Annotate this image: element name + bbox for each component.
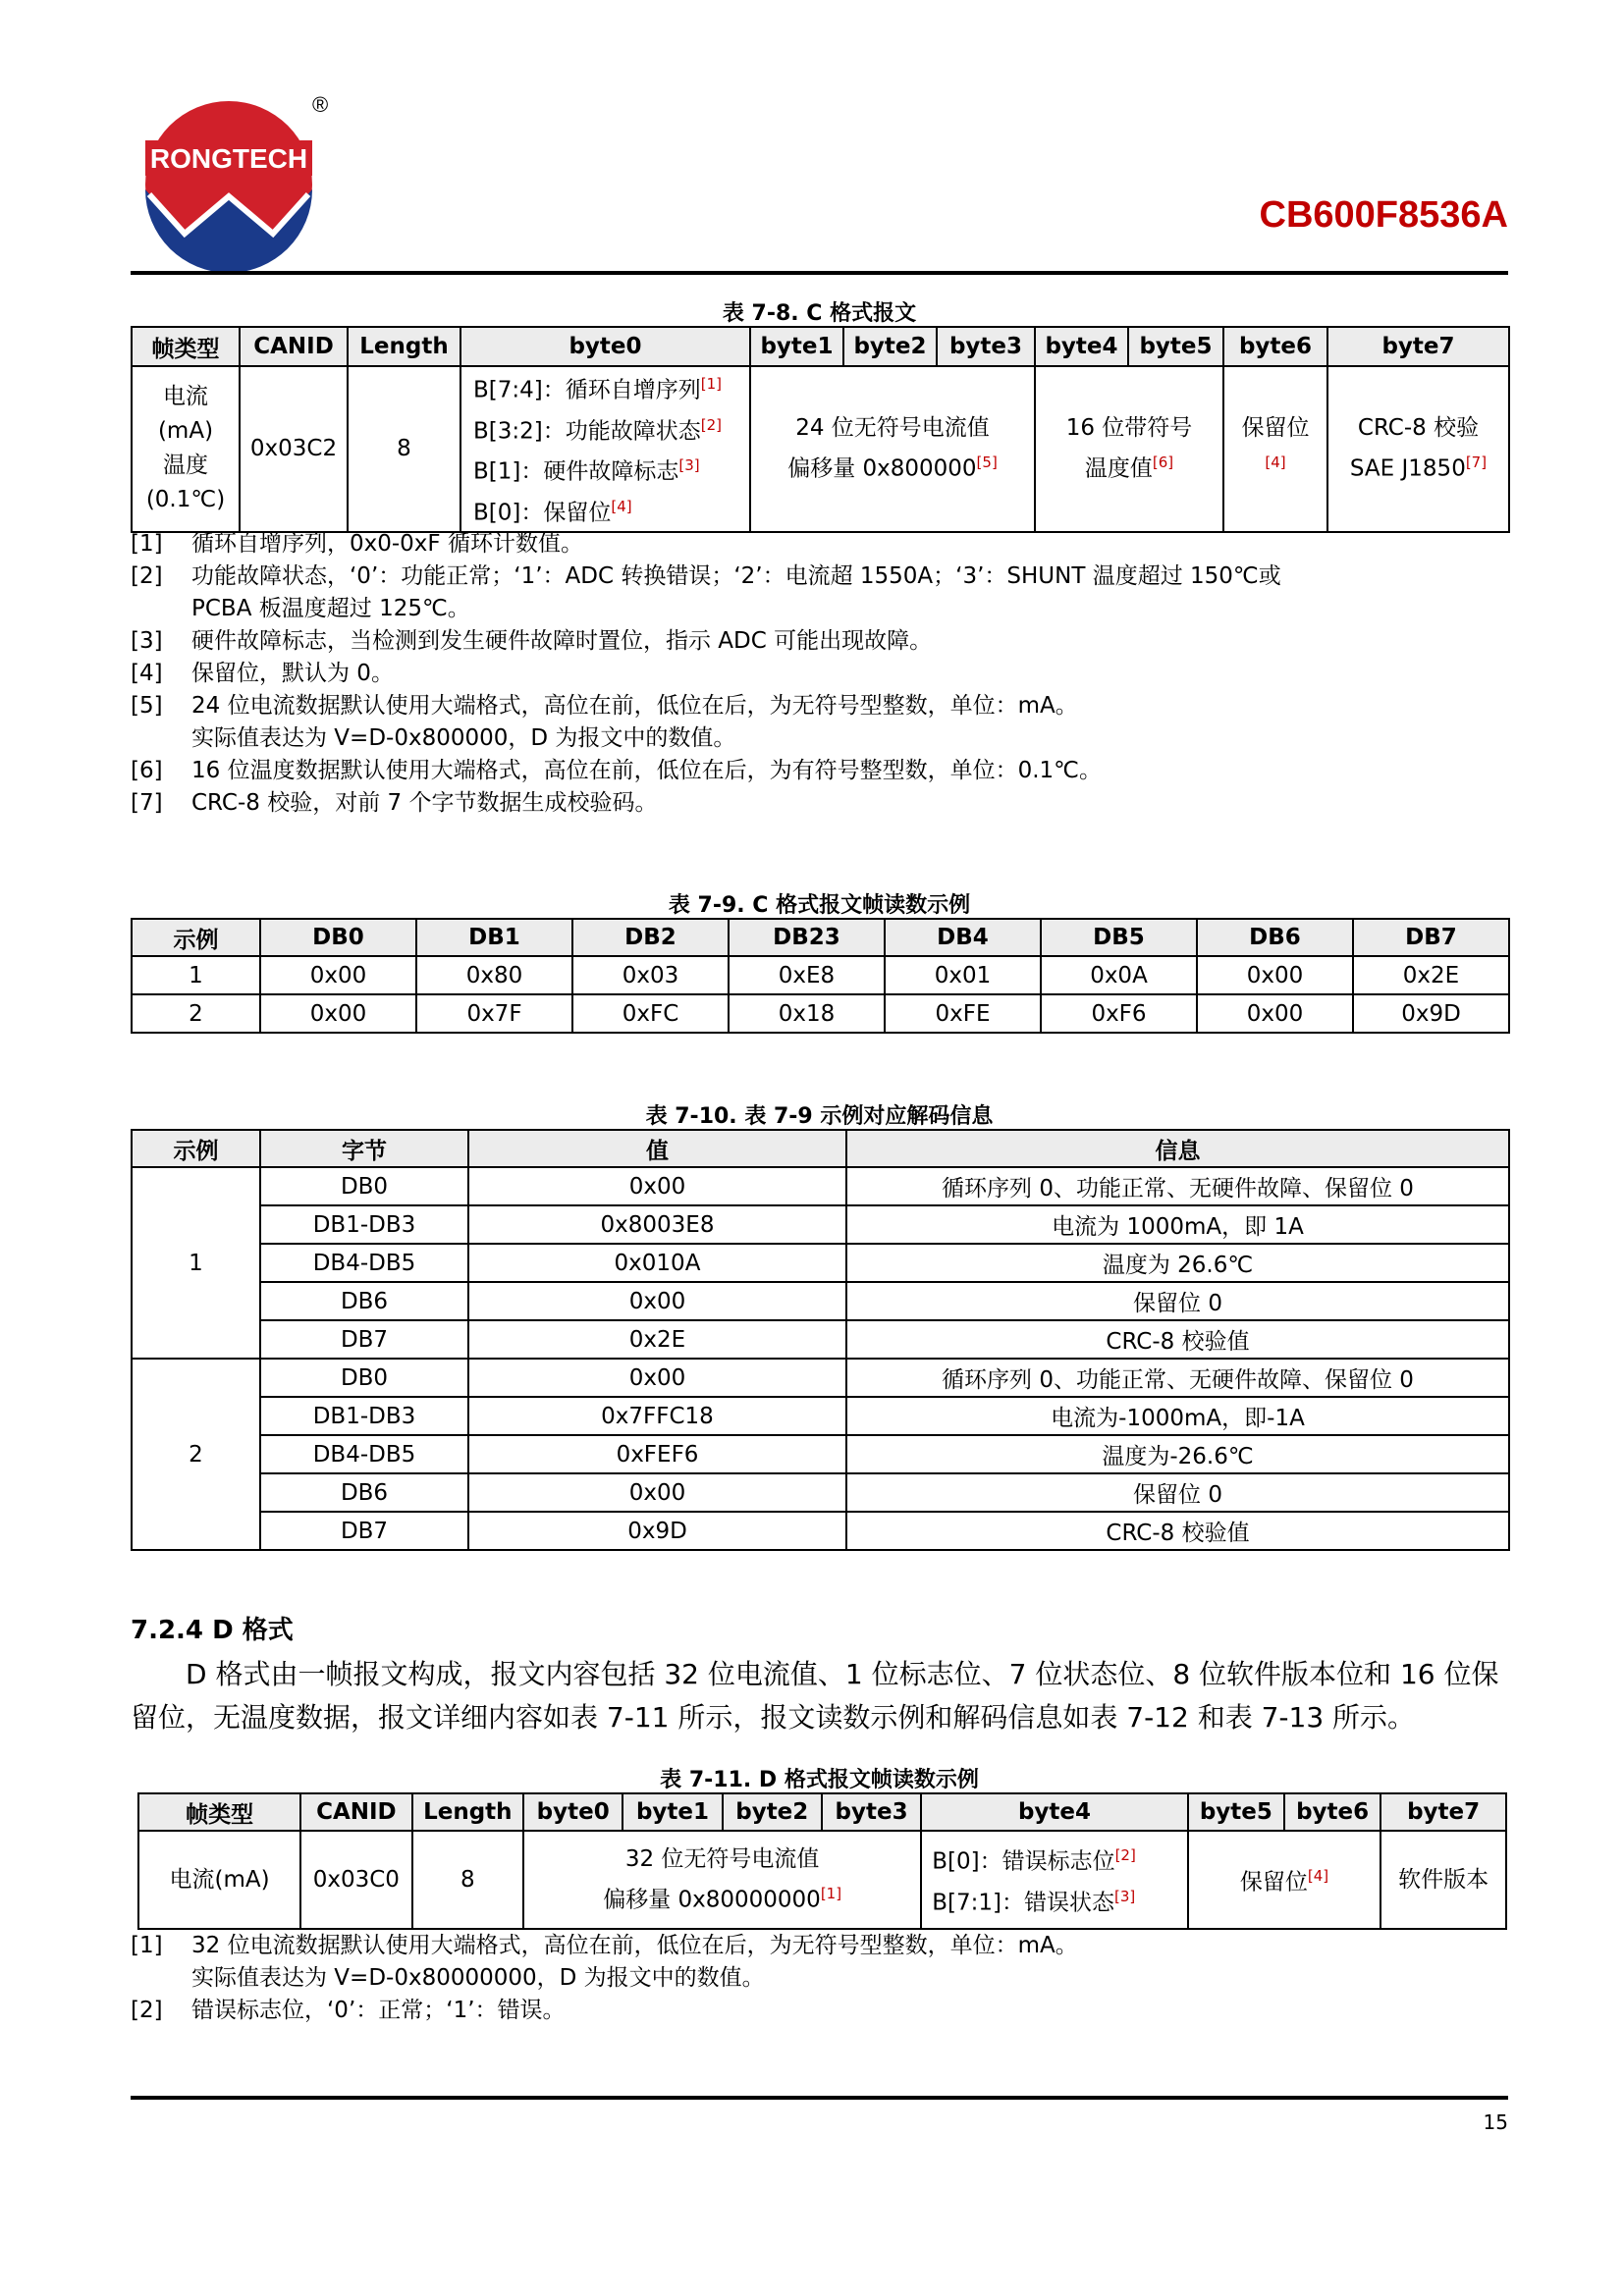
table-header-row	[138, 1793, 1506, 1831]
footnote-ref: [4]	[1307, 1867, 1329, 1886]
footnote	[131, 561, 1508, 625]
footnote	[131, 625, 1508, 658]
table-cell: 0xE8	[729, 956, 885, 994]
document-code: CB600F8536A	[1259, 194, 1508, 236]
table-cell: 电流为-1000mA，即-1A	[846, 1397, 1509, 1435]
table-cell: 0x7F	[416, 994, 572, 1033]
table-7-10-caption: 表 7-10. 表 7-9 示例对应解码信息	[645, 1104, 994, 1129]
frame-type-line: (mA)	[157, 418, 214, 445]
canid-cell: 0x03C2	[240, 366, 348, 532]
footnote-ref: [4]	[611, 497, 632, 515]
table-7-11-caption: 表 7-11. D 格式报文帧读数示例	[660, 1768, 979, 1792]
cell-line: 偏移量 0x800000	[787, 455, 977, 482]
header-cell: CANID	[240, 327, 348, 366]
header-cell: byte3	[822, 1793, 921, 1831]
byte7-cell: 软件版本	[1380, 1831, 1506, 1929]
cell-line: 32 位无符号电流值	[624, 1845, 820, 1872]
footnote-ref: [2]	[700, 415, 722, 434]
footnote-text: CRC-8 校验，对前 7 个字节数据生成校验码。	[191, 790, 658, 816]
footnote	[131, 755, 1508, 787]
table-row	[132, 1359, 1509, 1397]
footnote-number: [1]	[131, 531, 163, 557]
table-cell: 保留位 0	[846, 1473, 1509, 1512]
byte6-cell	[1223, 366, 1327, 532]
table-cell: 电流为 1000mA，即 1A	[846, 1205, 1509, 1244]
table-cell: 0x00	[260, 994, 416, 1033]
table-row	[132, 1512, 1509, 1550]
header-cell: DB2	[572, 919, 729, 956]
header-cell: DB5	[1041, 919, 1197, 956]
header-cell: CANID	[300, 1793, 411, 1831]
header-divider	[131, 271, 1508, 275]
header-cell: 示例	[132, 919, 260, 956]
footnote-continuation: 实际值表达为 V=D-0x80000000，D 为报文中的数值。	[191, 1965, 765, 1991]
table-7-8-notes	[131, 528, 1508, 820]
example-cell: 2	[132, 1359, 260, 1550]
header-cell: byte6	[1284, 1793, 1380, 1831]
footnote-text: 保留位，默认为 0。	[191, 661, 394, 686]
table-cell: 0x00	[468, 1359, 846, 1397]
table-cell: 0x010A	[468, 1244, 846, 1282]
header-cell: byte7	[1327, 327, 1509, 366]
header-cell: byte5	[1128, 327, 1223, 366]
byte5-6-cell	[1188, 1831, 1381, 1929]
bitfield-text: B[0]：保留位	[473, 500, 612, 526]
table-header-row	[132, 919, 1509, 956]
footnote-continuation: PCBA 板温度超过 125℃。	[191, 596, 470, 621]
byte0-cell	[460, 366, 750, 532]
table-row	[132, 994, 1509, 1033]
table-cell: 0xFEF6	[468, 1435, 846, 1473]
length-cell: 8	[412, 1831, 523, 1929]
table-cell: DB0	[260, 1359, 468, 1397]
byte0-3-cell	[523, 1831, 921, 1929]
header-cell: byte2	[723, 1793, 822, 1831]
footnote-ref: [2]	[1114, 1846, 1136, 1865]
bitfield-text: B[3:2]：功能故障状态	[473, 418, 701, 445]
section-paragraph: D 格式由一帧报文构成，报文内容包括 32 位电流值、1 位标志位、7 位状态位、8 位软件版本位和 16 位保留位，无温度数据，报文详细内容如表 7-11 所示，报文读数示例和解码信息如表 7-12 和表 7-13 所示。	[131, 1658, 1499, 1734]
byte7-cell	[1327, 366, 1509, 532]
bitfield-text: B[7:4]：循环自增序列	[473, 377, 701, 403]
table-cell: 0x00	[468, 1473, 846, 1512]
footnote-ref: [5]	[976, 453, 998, 471]
footnote-text: 功能故障状态，‘0’：功能正常；‘1’：ADC 转换错误；‘2’：电流超 1550A；‘3’：SHUNT 温度超过 150℃或	[191, 563, 1281, 589]
table-cell: 循环序列 0、功能正常、无硬件故障、保留位 0	[846, 1359, 1509, 1397]
footnote-text: 32 位电流数据默认使用大端格式，高位在前，低位在后，为无符号型整数，单位：mA。	[191, 1933, 1078, 1958]
table-row	[138, 1831, 1506, 1929]
footnote	[131, 658, 1508, 690]
footnote	[131, 528, 1508, 561]
cell-line: SAE J1850	[1349, 455, 1466, 482]
table-7-9	[131, 918, 1510, 1034]
table-cell: 0xF6	[1041, 994, 1197, 1033]
header-cell: 示例	[132, 1130, 260, 1167]
cell-line: 16 位带符号	[1065, 414, 1193, 441]
header-cell: byte2	[843, 327, 937, 366]
footnote-number: [3]	[131, 628, 163, 654]
header-cell: DB6	[1197, 919, 1353, 956]
footnote-text: 24 位电流数据默认使用大端格式，高位在前，低位在后，为无符号型整数，单位：mA。	[191, 693, 1078, 719]
table-7-11-notes	[131, 1930, 1508, 2027]
header-cell: DB23	[729, 919, 885, 956]
bitfield-text: B[0]：错误标志位	[932, 1849, 1115, 1875]
table-cell: CRC-8 校验值	[846, 1320, 1509, 1359]
footnote-number: [2]	[131, 1998, 163, 2023]
logo-text: RONGTECH	[149, 143, 308, 174]
table-row	[132, 1205, 1509, 1244]
canid-cell: 0x03C0	[300, 1831, 411, 1929]
footnote	[131, 690, 1508, 755]
table-cell: 0x8003E8	[468, 1205, 846, 1244]
company-logo	[135, 86, 342, 273]
header-cell: byte6	[1223, 327, 1327, 366]
table-cell: DB6	[260, 1282, 468, 1320]
table-cell: DB0	[260, 1167, 468, 1205]
table-cell: DB4-DB5	[260, 1244, 468, 1282]
table-cell: DB4-DB5	[260, 1435, 468, 1473]
footnote-number: [2]	[131, 563, 163, 589]
length-cell: 8	[348, 366, 460, 532]
frame-type-line: (0.1℃)	[145, 487, 226, 513]
table-cell: 0x00	[1197, 994, 1353, 1033]
table-cell: DB7	[260, 1512, 468, 1550]
header-cell: byte1	[750, 327, 843, 366]
footnote-ref: [1]	[700, 375, 722, 393]
table-cell: 温度为-26.6℃	[846, 1435, 1509, 1473]
table-cell: 0x0A	[1041, 956, 1197, 994]
page-number: 15	[1483, 2110, 1508, 2134]
table-cell: 0x80	[416, 956, 572, 994]
table-cell: DB1-DB3	[260, 1205, 468, 1244]
table-row	[132, 1244, 1509, 1282]
table-cell: 0x9D	[468, 1512, 846, 1550]
section-heading: 7.2.4 D 格式	[131, 1616, 294, 1645]
header-cell: 值	[468, 1130, 846, 1167]
footnote-ref: [7]	[1465, 453, 1488, 471]
table-cell: 0x9D	[1353, 994, 1509, 1033]
footnote-continuation: 实际值表达为 V=D-0x800000，D 为报文中的数值。	[191, 725, 736, 751]
table-cell: 循环序列 0、功能正常、无硬件故障、保留位 0	[846, 1167, 1509, 1205]
footnote-number: [1]	[131, 1933, 163, 1958]
table-row	[132, 366, 1509, 532]
footnote-ref: [3]	[678, 456, 700, 475]
table-cell: 保留位 0	[846, 1282, 1509, 1320]
table-cell: 0xFC	[572, 994, 729, 1033]
header-cell: byte4	[1035, 327, 1128, 366]
table-7-10	[131, 1129, 1510, 1551]
footnote-text: 错误标志位，‘0’：正常；‘1’：错误。	[191, 1998, 566, 2023]
footnote	[131, 787, 1508, 820]
table-cell: 0x01	[885, 956, 1041, 994]
footnote-number: [7]	[131, 790, 163, 816]
table-cell: DB6	[260, 1473, 468, 1512]
footnote-ref: [1]	[820, 1884, 842, 1902]
byte1-3-cell	[750, 366, 1035, 532]
table-row	[132, 1320, 1509, 1359]
table-row	[132, 956, 1509, 994]
footnote-number: [5]	[131, 693, 163, 719]
table-row	[132, 1282, 1509, 1320]
header-cell: byte1	[623, 1793, 722, 1831]
footnote-number: [6]	[131, 758, 163, 783]
footnote	[131, 1930, 1508, 1995]
header-cell: byte5	[1188, 1793, 1284, 1831]
bitfield-text: B[7:1]：错误状态	[932, 1890, 1114, 1916]
header-cell: 信息	[846, 1130, 1509, 1167]
footnote-ref: [4]	[1265, 453, 1286, 471]
frame-type-cell	[132, 366, 240, 532]
cell-line: 温度值	[1084, 455, 1153, 482]
footnote-text: 循环自增序列，0x0-0xF 循环计数值。	[191, 531, 583, 557]
footnote-text: 硬件故障标志，当检测到发生硬件故障时置位，指示 ADC 可能出现故障。	[191, 628, 933, 654]
frame-type-line: 电流	[163, 384, 208, 410]
table-cell: 0x00	[468, 1167, 846, 1205]
header-cell: DB4	[885, 919, 1041, 956]
cell-line: 保留位	[1239, 1869, 1308, 1896]
table-row	[132, 1473, 1509, 1512]
bitfield-text: B[1]：硬件故障标志	[473, 458, 679, 485]
header-cell: byte4	[921, 1793, 1188, 1831]
table-7-9-caption: 表 7-9. C 格式报文帧读数示例	[668, 893, 971, 918]
table-cell: 0x18	[729, 994, 885, 1033]
footnote-ref: [6]	[1152, 453, 1174, 471]
table-cell: DB7	[260, 1320, 468, 1359]
table-7-11	[137, 1792, 1507, 1930]
header-cell: byte0	[523, 1793, 623, 1831]
header-cell: DB7	[1353, 919, 1509, 956]
table-cell: 0x03	[572, 956, 729, 994]
cell-line: 保留位	[1241, 414, 1310, 441]
header-cell: 帧类型	[138, 1793, 300, 1831]
table-cell: 0x7FFC18	[468, 1397, 846, 1435]
footer-divider	[131, 2096, 1508, 2100]
table-cell: DB1-DB3	[260, 1397, 468, 1435]
header-cell: byte3	[937, 327, 1035, 366]
table-cell: 温度为 26.6℃	[846, 1244, 1509, 1282]
footnote-number: [4]	[131, 661, 163, 686]
header-cell: byte0	[460, 327, 750, 366]
header-cell: 字节	[260, 1130, 468, 1167]
header-cell: byte7	[1380, 1793, 1506, 1831]
header-cell: DB0	[260, 919, 416, 956]
table-cell: 0x00	[468, 1282, 846, 1320]
cell-line: 偏移量 0x80000000	[603, 1887, 821, 1913]
header-cell: DB1	[416, 919, 572, 956]
table-row	[132, 1397, 1509, 1435]
cell-line: 24 位无符号电流值	[795, 414, 990, 441]
table-cell: 0x00	[1197, 956, 1353, 994]
table-cell: 1	[132, 956, 260, 994]
table-7-8-caption: 表 7-8. C 格式报文	[722, 301, 917, 326]
table-cell: 0x00	[260, 956, 416, 994]
table-cell: CRC-8 校验值	[846, 1512, 1509, 1550]
frame-type-line: 温度	[163, 453, 208, 479]
table-7-8	[131, 326, 1510, 533]
table-header-row	[132, 1130, 1509, 1167]
footnote-text: 16 位温度数据默认使用大端格式，高位在前，低位在后，为有符号整型数，单位：0.1℃。	[191, 758, 1102, 783]
example-cell: 1	[132, 1167, 260, 1359]
byte4-5-cell	[1035, 366, 1223, 532]
footnote	[131, 1995, 1508, 2027]
table-cell: 0x2E	[1353, 956, 1509, 994]
footnote-ref: [3]	[1113, 1888, 1136, 1905]
table-cell: 2	[132, 994, 260, 1033]
table-cell: 0x2E	[468, 1320, 846, 1359]
table-row	[132, 1167, 1509, 1205]
header-cell: Length	[412, 1793, 523, 1831]
frame-type-cell: 电流(mA)	[138, 1831, 300, 1929]
byte4-cell	[921, 1831, 1188, 1929]
header-cell: Length	[348, 327, 460, 366]
cell-line: CRC-8 校验	[1357, 414, 1480, 441]
table-row	[132, 1435, 1509, 1473]
table-header-row	[132, 327, 1509, 366]
header-cell: 帧类型	[132, 327, 240, 366]
table-cell: 0xFE	[885, 994, 1041, 1033]
registered-mark: ®	[312, 92, 329, 117]
